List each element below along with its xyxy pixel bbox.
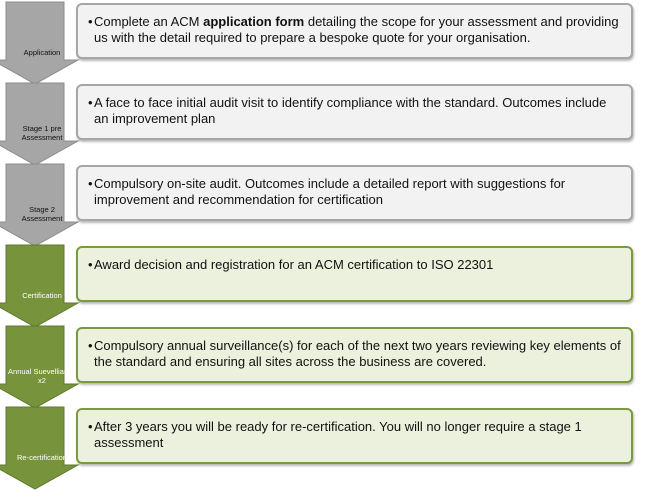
stage-description-box — [76, 246, 633, 302]
description-text: A face to face initial audit visit to identify compliance with the standard. Outcomes include an improvement plan — [94, 95, 607, 126]
stage-stage-1-pre-assessment — [0, 81, 648, 165]
description-text-continued: detailing the scope for your assessment and providing us with the detail required to prepare a bespoke quote for your organisation. — [94, 14, 619, 45]
stage-description-box — [76, 165, 633, 221]
stage-description — [94, 95, 623, 127]
stage-label: Re-certification — [16, 452, 68, 462]
stage-label: Stage 2 Assessment — [21, 205, 63, 223]
stage-label: Certification — [22, 290, 62, 300]
stage-description — [94, 257, 493, 273]
stage-description — [94, 419, 623, 451]
stage-label: Application — [23, 47, 61, 57]
bullet: • — [88, 176, 93, 191]
description-text: After 3 years you will be ready for re-certification. You will no longer require a stage 1 assessment — [94, 419, 582, 450]
stage-description — [94, 14, 623, 46]
stage-description-box — [76, 327, 633, 383]
bullet: • — [88, 338, 93, 353]
description-text: Complete an ACM — [94, 14, 204, 29]
stage-application — [0, 0, 648, 84]
stage-certification — [0, 243, 648, 327]
stage-description-box — [76, 3, 633, 59]
stage-label: Annual Suevelliance x2 — [8, 367, 76, 385]
bullet: • — [88, 14, 93, 29]
description-bold-text: application form — [203, 14, 305, 29]
description-text: Compulsory on-site audit. Outcomes include a detailed report with suggestions for improvement and recommendation for certification — [94, 176, 566, 207]
stage-description-box — [76, 84, 633, 140]
bullet: • — [88, 419, 93, 434]
bullet: • — [88, 257, 93, 272]
stage-description — [94, 176, 623, 208]
stage-stage-2-assessment — [0, 162, 648, 246]
stage-annual-surveillance — [0, 324, 648, 408]
stage-description — [94, 338, 623, 370]
stage-description-box — [76, 408, 633, 464]
description-text: Compulsory annual surveillance(s) for each of the next two years reviewing key elements of the standard and ensuring all sites across the business are covered. — [94, 338, 621, 369]
stage-label: Stage 1 pre Assessment — [21, 124, 63, 142]
description-text: Award decision and registration for an ACM certification to ISO 22301 — [94, 257, 494, 272]
stage-re-certification — [0, 405, 648, 489]
bullet: • — [88, 95, 93, 110]
